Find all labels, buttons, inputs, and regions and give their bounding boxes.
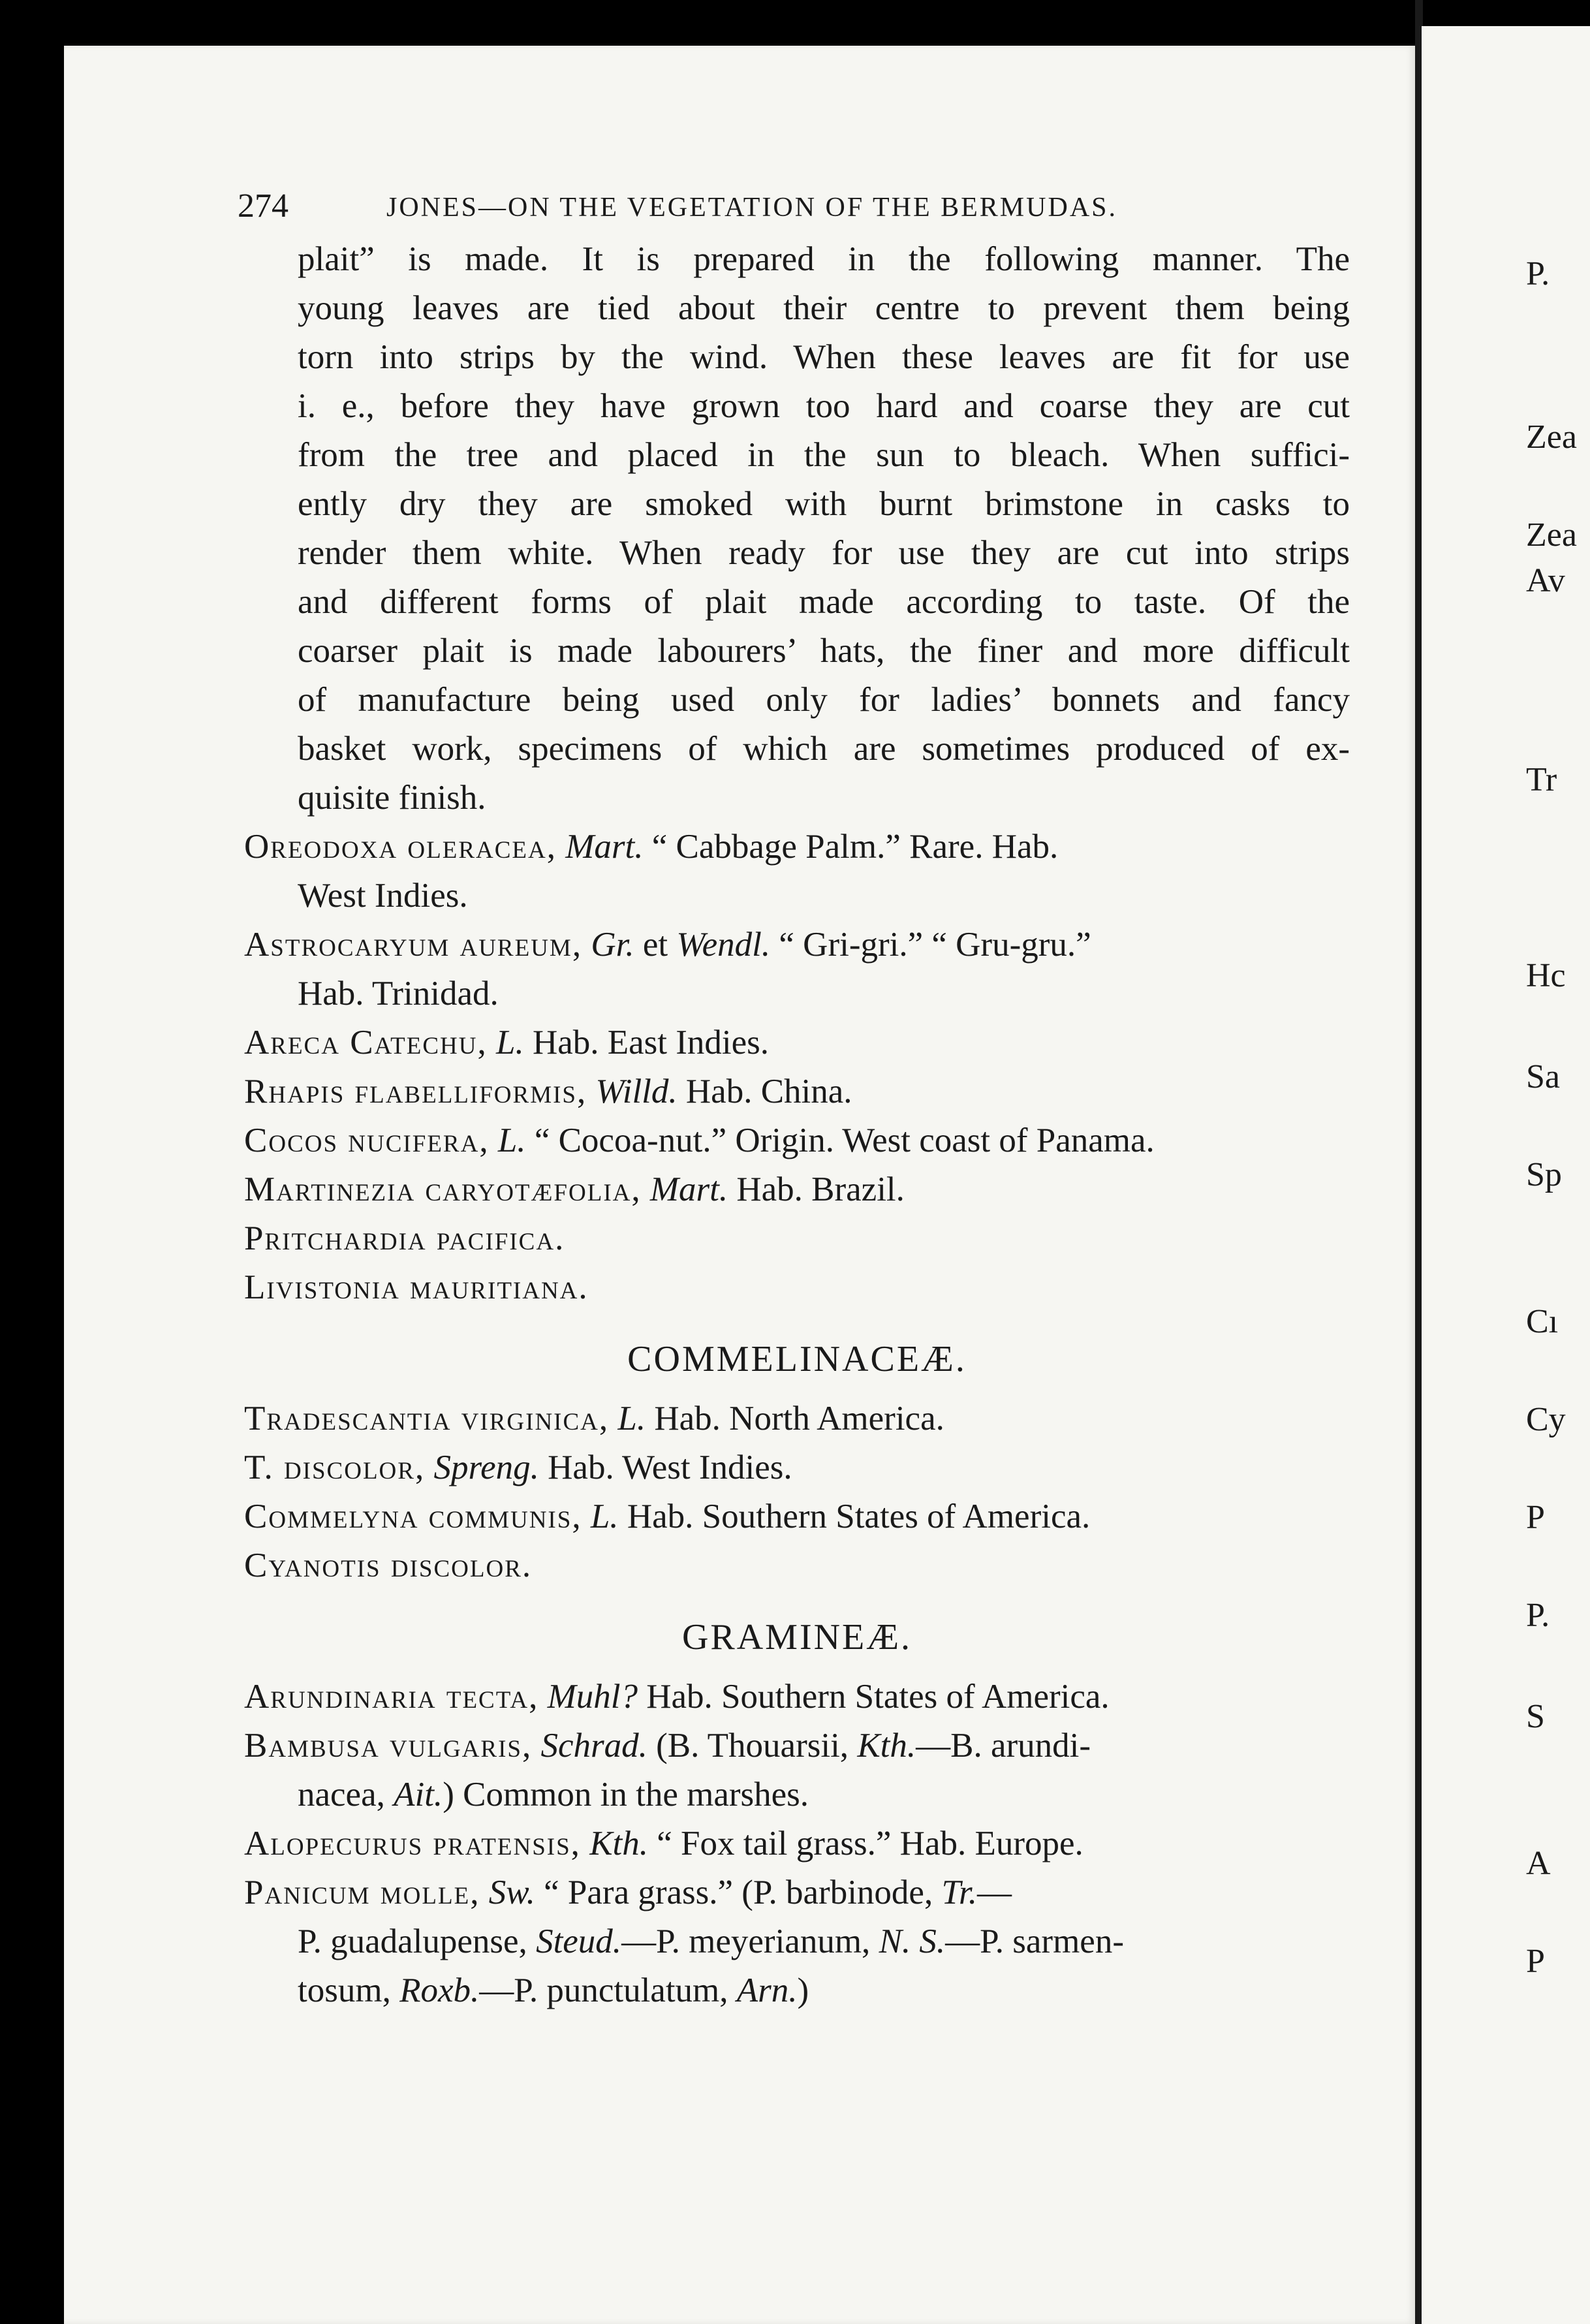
entry-continuation: West Indies. — [298, 877, 468, 915]
species-entry — [244, 1541, 1350, 1590]
species-name: Livistonia mauritiana. — [244, 1268, 589, 1306]
authority: Steud. — [536, 1923, 622, 1960]
authority: Schrad. — [540, 1727, 647, 1765]
facing-fragment: P. — [1526, 1597, 1550, 1634]
paragraph-line: render them white. When ready for use they are cut into strips — [298, 534, 1350, 572]
species-entry — [244, 823, 1350, 920]
species-entry — [244, 1721, 1350, 1819]
species-name: Cocos nucifera, — [244, 1122, 490, 1159]
authority: L. — [497, 1122, 526, 1159]
paragraph-line: from the tree and placed in the sun to bleach. When suffici- — [298, 436, 1350, 474]
species-entry — [244, 1067, 1350, 1116]
species-name: Areca Catechu, — [244, 1024, 488, 1061]
species-entry — [244, 1672, 1350, 1721]
paragraph-line: basket work, specimens of which are sometimes produced of ex- — [298, 730, 1350, 768]
authority: Gr. — [591, 926, 634, 964]
species-name: Panicum molle, — [244, 1874, 480, 1911]
authority: Sw. — [488, 1874, 535, 1911]
entry-text: nacea, — [298, 1776, 394, 1814]
authority: Mart. — [565, 828, 644, 866]
entry-text: “ Gri-gri.” “ Gru-gru.” — [770, 926, 1091, 964]
species-name: Astrocaryum aureum, — [244, 926, 583, 964]
authority: Wendl. — [676, 926, 771, 964]
facing-fragment: Zea — [1526, 516, 1577, 554]
authority: L. — [590, 1498, 619, 1535]
entry-text: Hab. Southern States of America. — [637, 1678, 1110, 1716]
authority: Tr. — [941, 1874, 978, 1911]
section-heading-commelinaceae: COMMELINACEÆ. — [627, 1339, 967, 1379]
authority: Mart. — [649, 1170, 728, 1208]
entry-text: Hab. East Indies. — [523, 1024, 770, 1061]
facing-fragment: P — [1526, 1499, 1545, 1536]
facing-fragment: P — [1526, 1943, 1545, 1980]
authority: Kth. — [589, 1825, 649, 1862]
paragraph-line: and different forms of plait made according to taste. Of the — [298, 583, 1350, 621]
species-name: T. discolor, — [244, 1449, 426, 1486]
species-name: Cyanotis discolor. — [244, 1547, 533, 1584]
species-name: Tradescantia virginica, — [244, 1400, 610, 1437]
authority: L. — [617, 1400, 646, 1437]
authority: Spreng. — [433, 1449, 539, 1486]
paragraph-line: torn into strips by the wind. When these leaves are fit for use — [298, 338, 1350, 376]
species-entry — [244, 1819, 1350, 1868]
entry-text: Hab. Brazil. — [728, 1170, 905, 1208]
entry-text: ) Common in the marshes. — [443, 1776, 809, 1814]
paragraph-line: plait” is made. It is prepared in the following manner. The — [298, 240, 1350, 278]
species-name: Pritchardia pacifica. — [244, 1219, 565, 1257]
authority: Ait. — [394, 1776, 443, 1814]
page-number: 274 — [238, 187, 288, 225]
authority: Willd. — [595, 1073, 678, 1110]
paragraph-line: young leaves are tied about their centre to prevent them being — [298, 289, 1350, 327]
entry-text: Hab. China. — [677, 1073, 852, 1110]
facing-fragment: Sa — [1526, 1058, 1560, 1095]
species-entry — [244, 1165, 1350, 1214]
entry-text: et — [634, 926, 677, 964]
species-name: Alopecurus pratensis, — [244, 1825, 581, 1862]
authority: L. — [496, 1024, 524, 1061]
entry-text: —P. punctulatum, — [479, 1971, 737, 2009]
facing-fragment: P. — [1526, 255, 1550, 292]
species-entry — [244, 1394, 1350, 1443]
entry-text: — — [977, 1874, 1012, 1911]
species-entry — [244, 1443, 1350, 1492]
entry-text: —P. sarmen- — [945, 1923, 1124, 1960]
species-name: Arundinaria tecta, — [244, 1678, 539, 1716]
entry-text: —B. arundi- — [916, 1727, 1091, 1765]
paragraph-line: of manufacture being used only for ladies’ bonnets and fancy — [298, 681, 1350, 719]
facing-fragment: Zea — [1526, 418, 1577, 456]
facing-page-edge — [1422, 26, 1590, 2324]
authority: Kth. — [857, 1727, 916, 1765]
authority: Arn. — [736, 1971, 798, 2009]
species-entry — [244, 1492, 1350, 1541]
entry-text: “ Fox tail grass.” Hab. Europe. — [648, 1825, 1083, 1862]
species-entry — [244, 1868, 1350, 2015]
entry-text: Hab. West Indies. — [538, 1449, 792, 1486]
text-column — [238, 176, 1354, 2015]
species-name: Commelyna communis, — [244, 1498, 582, 1535]
paragraph-line: quisite finish. — [298, 779, 486, 817]
facing-fragment: Cy — [1526, 1401, 1566, 1438]
paragraph-line: ently dry they are smoked with burnt brimstone in casks to — [298, 485, 1350, 523]
section-heading-gramineae: GRAMINEÆ. — [681, 1617, 912, 1657]
paragraph-line: i. e., before they have grown too hard and coarse they are cut — [298, 387, 1350, 425]
species-entry — [244, 1263, 1350, 1312]
species-entry — [244, 1116, 1350, 1165]
entry-text: “ Para grass.” (P. barbinode, — [535, 1874, 942, 1911]
species-name: Martinezia caryotæfolia, — [244, 1170, 642, 1208]
opening-paragraph — [298, 235, 1350, 823]
authority: Roxb. — [399, 1971, 480, 2009]
authority: Muhl? — [547, 1678, 638, 1716]
entry-text: Hab. Southern States of America. — [618, 1498, 1091, 1535]
facing-fragment: S — [1526, 1698, 1545, 1735]
species-entry — [244, 1018, 1350, 1067]
entry-text: P. guadalupense, — [298, 1923, 537, 1960]
running-head — [238, 176, 1354, 235]
entry-continuation: Hab. Trinidad. — [298, 975, 499, 1013]
entry-text: (B. Thouarsii, — [647, 1727, 858, 1765]
species-entry — [244, 920, 1350, 1018]
facing-fragment: Hc — [1526, 957, 1566, 994]
species-name: Oreodoxa oleracea, — [244, 828, 557, 866]
species-name: Bambusa vulgaris, — [244, 1727, 533, 1765]
facing-fragment: A — [1526, 1845, 1551, 1882]
facing-fragment: Sp — [1526, 1156, 1562, 1193]
entry-text: “ Cabbage Palm.” Rare. Hab. — [643, 828, 1059, 866]
entry-text: tosum, — [298, 1971, 400, 2009]
entry-text: Hab. North America. — [646, 1400, 944, 1437]
entry-text: ) — [797, 1971, 809, 2009]
entry-text: “ Cocoa-nut.” Origin. West coast of Panama. — [525, 1122, 1155, 1159]
facing-fragment: Av — [1526, 562, 1565, 599]
authority: N. S. — [879, 1923, 946, 1960]
species-entry — [244, 1214, 1350, 1263]
facing-fragment: Tr — [1526, 761, 1557, 798]
facing-fragment: Cı — [1526, 1303, 1559, 1340]
species-name: Rhapis flabelliformis, — [244, 1073, 587, 1110]
entry-text: —P. meyerianum, — [621, 1923, 879, 1960]
paragraph-line: coarser plait is made labourers’ hats, the finer and more difficult — [298, 632, 1350, 670]
running-title: JONES—ON THE VEGETATION OF THE BERMUDAS. — [386, 193, 1118, 223]
